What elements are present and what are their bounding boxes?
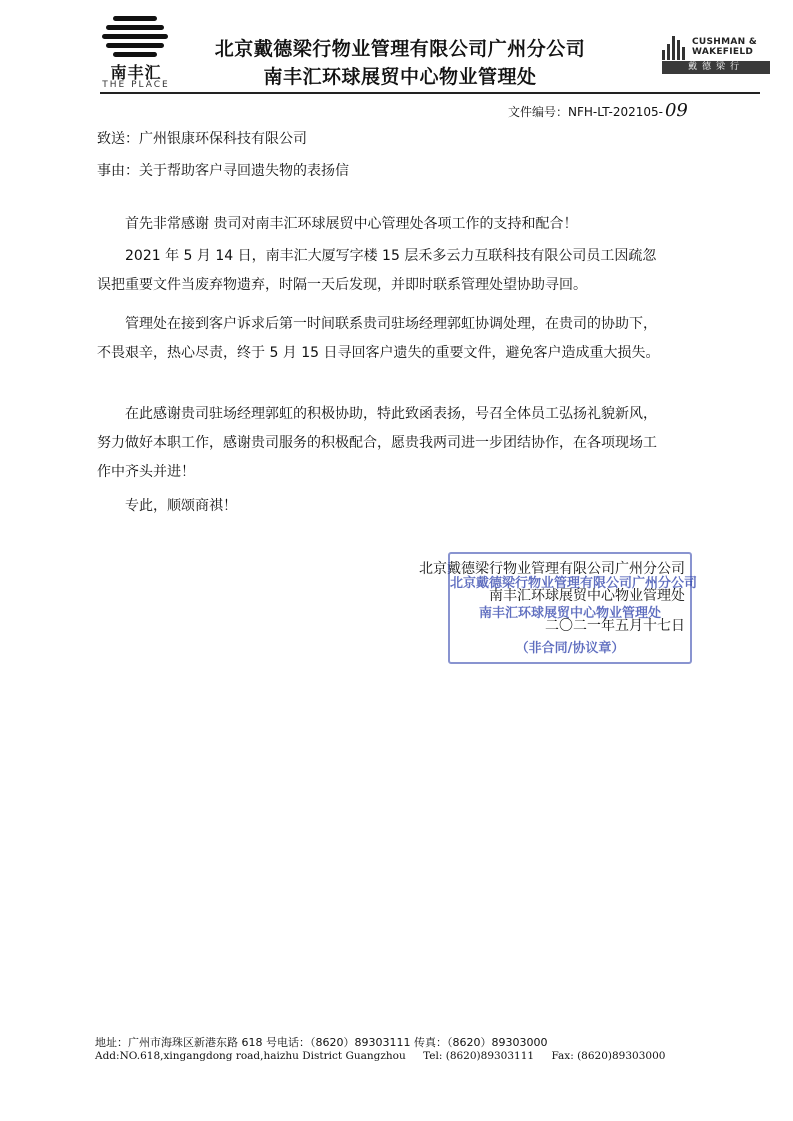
logo-stripe [106, 43, 164, 48]
nanfenghui-logo [96, 8, 176, 92]
signature-department: 南丰汇环球展贸中心物业管理处 [489, 588, 685, 604]
file-number [508, 100, 688, 121]
logo-stripe [102, 34, 168, 39]
footer-en-address: Add:NO.618,xingangdong road,haizhu District Guangzhou [95, 1050, 406, 1062]
logo-cn-text: 南丰汇 [110, 63, 162, 82]
file-number-label: 文件编号：NFH-LT-202105- [508, 105, 663, 119]
closing-paragraph [97, 492, 662, 521]
stamp-line-office: 南丰汇环球展贸中心物业管理处 [478, 606, 661, 621]
signature-date: 二〇二一年五月十七日 [545, 618, 685, 634]
stamp-line-type: （非合同/协议章） [515, 641, 625, 656]
official-stamp [448, 552, 698, 664]
cushman-wakefield-logo [662, 36, 770, 74]
body-paragraph [97, 242, 662, 300]
paragraph-text: 在此感谢贵司驻场经理郭虹的积极协助，特此致函表扬，号召全体员工弘扬礼貌新风，努力做好本职工作，感谢贵司服务的积极配合，愿贵我两司进一步团结协作，在各项现场工作中齐头并进！ [97, 406, 657, 480]
logo-stripe [106, 25, 164, 30]
file-number-handwritten: 09 [664, 100, 688, 121]
footer-address-cn: 地址：广州市海珠区新港东路 618 号电话：（8620）89303111 传真：（8620）89303000 [95, 1036, 548, 1049]
building-bars-icon [662, 36, 688, 60]
recipient-line: 致送：广州银康环保科技有限公司 [97, 131, 307, 147]
subject-line: 事由：关于帮助客户寻回遗失物的表扬信 [97, 163, 349, 179]
logo-brand-line1: CUSHMAN & [692, 37, 758, 47]
paragraph-text: 首先非常感谢 贵司对南丰汇环球展贸中心管理处各项工作的支持和配合！ [125, 216, 578, 232]
paragraph-text: 专此，顺颂商祺！ [125, 498, 237, 514]
signature-company: 北京戴德梁行物业管理有限公司广州分公司 [419, 561, 685, 577]
stamp-line-company: 北京戴德梁行物业管理有限公司广州分公司 [450, 576, 698, 591]
letterhead-title-company: 北京戴德梁行物业管理有限公司广州分公司 [214, 38, 586, 60]
logo-en-text: THE PLACE [102, 80, 170, 90]
footer-en-tel: Tel: (8620)89303111 [423, 1050, 535, 1062]
logo-brand-line2: WAKEFIELD [692, 47, 754, 57]
footer-address-en [95, 1050, 679, 1062]
body-paragraph [97, 400, 662, 487]
header-divider [100, 92, 760, 94]
body-paragraph [97, 310, 662, 368]
body-paragraph [97, 210, 662, 239]
paragraph-text: 管理处在接到客户诉求后第一时间联系贵司驻场经理郭虹协调处理，在贵司的协助下，不畏艰辛，热心尽责，终于 5 月 15 日寻回客户遗失的重要文件，避免客户造成重大损失。 [97, 316, 660, 361]
paragraph-text: 2021 年 5 月 14 日，南丰汇大厦写字楼 15 层禾多云力互联科技有限公司员工因疏忽误把重要文件当废弃物遗弃，时隔一天后发现，并即时联系管理处望协助寻回。 [97, 248, 657, 293]
logo-brand-cn: 戴德梁行 [662, 61, 770, 74]
logo-stripe [113, 52, 157, 57]
logo-brand-text [692, 37, 757, 57]
letterhead-title-office: 南丰汇环球展贸中心物业管理处 [263, 66, 537, 88]
logo-stripe [113, 16, 157, 21]
footer-en-fax: Fax: (8620)89303000 [551, 1050, 666, 1062]
